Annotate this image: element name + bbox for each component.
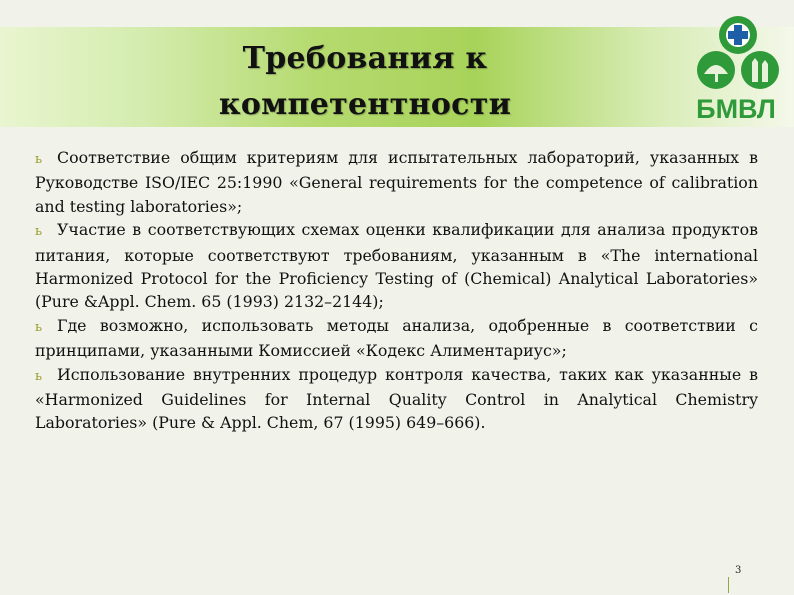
bullet-marker: ь <box>35 152 43 167</box>
slide-body <box>35 146 758 435</box>
title-line-1: Требования к <box>242 41 488 76</box>
tree-trunk-shape <box>715 72 718 82</box>
bullet-marker: ь <box>35 319 43 335</box>
bullet-item-2 <box>35 218 758 314</box>
logo-cross-horizontal <box>728 31 748 39</box>
bullet-item-4 <box>35 363 758 435</box>
bullet-text: Где возможно, использовать методы анализа, одобренные в соответствии с принципами, указанными Комиссией «Кодекс Алиментариус»; <box>35 315 758 361</box>
bullet-text: Участие в соответствующих схемах оценки квалификации для анализа продуктов питания, которые соответствуют требованиям, указанным в «The international Harmonized Protocol for the Proficiency Testing of (Chemical) Analytical Laboratories» (Pure &Appl. Chem. 65 (1993) 2132–2144); <box>35 220 758 312</box>
bullet-marker: ь <box>35 368 43 384</box>
title-line-2: компетентности <box>218 87 512 122</box>
logo-graphic <box>688 14 784 126</box>
slide-title <box>170 36 560 128</box>
bullet-item-3 <box>35 314 758 363</box>
logo-right-circle <box>741 51 779 89</box>
bullet-text: Использование внутренних процедур контроля качества, таких как указанные в «Harmonized Guidelines for Internal Quality Control in Analytical Chemistry Laboratories» (Pure & Appl. Chem, 67 (1995) 649–666). <box>35 364 758 433</box>
bullet-marker: ь <box>35 224 43 240</box>
logo-text: БМВЛ <box>696 94 776 124</box>
bullet-text: Соответствие общим критериям для испытательных лабораторий, указанных в Руководстве ISO/IEC 25:1990 «General requirements for the competence of calibration and testing laboratories»; <box>35 148 758 216</box>
page-number-divider <box>728 577 729 593</box>
organization-logo <box>688 14 784 126</box>
page-number: 3 <box>735 565 742 576</box>
bullet-item-1 <box>35 146 758 218</box>
